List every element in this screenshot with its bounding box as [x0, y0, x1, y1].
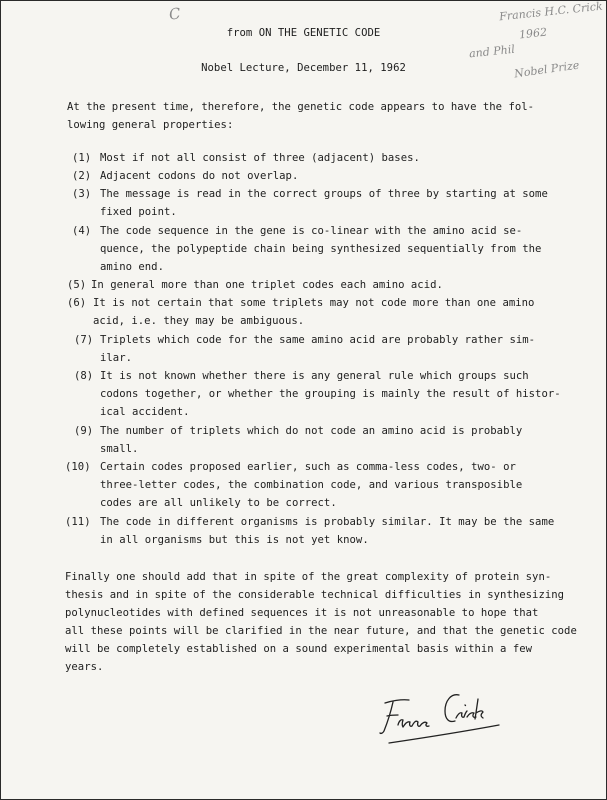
property-line: It is not certain that some triplets may not code more than one amino — [93, 297, 535, 309]
property-line: Certain codes proposed earlier, such as comma-less codes, two- or — [100, 461, 516, 473]
handwritten-signature — [371, 681, 521, 751]
property-line: The message is read in the correct groups of three by starting at some — [100, 188, 548, 200]
property-number: (10) — [65, 461, 91, 473]
property-line: in all organisms but this is not yet know. — [100, 534, 369, 546]
property-line: Triplets which code for the same amino acid are probably rather sim- — [100, 334, 536, 346]
conclusion-line: Finally one should add that in spite of the great complexity of protein syn- — [65, 571, 552, 583]
document-source-title: from ON THE GENETIC CODE — [226, 27, 381, 39]
property-number: (8) — [74, 370, 94, 382]
pencil-note-line-3: and Phil — [468, 42, 516, 61]
property-number: (2) — [72, 170, 92, 182]
property-line: In general more than one triplet codes each amino acid. — [91, 279, 443, 291]
intro-line: At the present time, therefore, the genetic code appears to have the fol- — [67, 101, 535, 113]
property-line: The code in different organisms is probably similar. It may be the same — [100, 516, 555, 528]
property-line: codons together, or whether the grouping is mainly the result of histor- — [100, 388, 561, 400]
pencil-note-line-2: 1962 — [518, 25, 548, 42]
property-line: acid, i.e. they may be ambiguous. — [93, 315, 305, 327]
pencil-note-line-4: Nobel Prize — [513, 58, 581, 81]
property-line: The code sequence in the gene is co-linear with the amino acid se- — [100, 225, 523, 237]
property-line: Adjacent codons do not overlap. — [100, 170, 299, 182]
property-number: (7) — [74, 334, 94, 346]
property-number: (5) — [67, 279, 87, 291]
property-line: ical accident. — [100, 406, 190, 418]
property-number: (4) — [72, 225, 92, 237]
conclusion-line: will be completely established on a sound experimental basis within a few — [65, 643, 533, 655]
conclusion-line: years. — [65, 661, 104, 673]
property-number: (9) — [74, 425, 94, 437]
intro-line: lowing general properties: — [67, 119, 234, 131]
property-number: (1) — [72, 152, 92, 164]
property-number: (3) — [72, 188, 92, 200]
lecture-date: Nobel Lecture, December 11, 1962 — [201, 62, 406, 74]
pencil-note-line-1: Francis H.C. Crick — [498, 0, 604, 24]
conclusion-line: all these points will be clarified in the near future, and that the genetic code — [65, 625, 577, 637]
property-line: three-letter codes, the combination code, and various transposible — [100, 479, 523, 491]
property-line: Most if not all consist of three (adjacent) bases. — [100, 152, 420, 164]
conclusion-line: thesis and in spite of the considerable technical difficulties in synthesizing — [65, 589, 565, 601]
property-line: ilar. — [100, 352, 132, 364]
property-number: (11) — [65, 516, 91, 528]
property-line: fixed point. — [100, 206, 177, 218]
property-line: small. — [100, 443, 139, 455]
property-line: amino end. — [100, 261, 164, 273]
property-line: quence, the polypeptide chain being synthesized sequentially from the — [100, 243, 542, 255]
conclusion-line: polynucleotides with defined sequences it is not unreasonable to hope that — [65, 607, 539, 619]
property-line: codes are all unlikely to be correct. — [100, 497, 337, 509]
property-line: The number of triplets which do not code an amino acid is probably — [100, 425, 523, 437]
pencil-mark-top-left: C — [167, 4, 182, 24]
property-line: It is not known whether there is any general rule which groups such — [100, 370, 529, 382]
property-number: (6) — [67, 297, 87, 309]
